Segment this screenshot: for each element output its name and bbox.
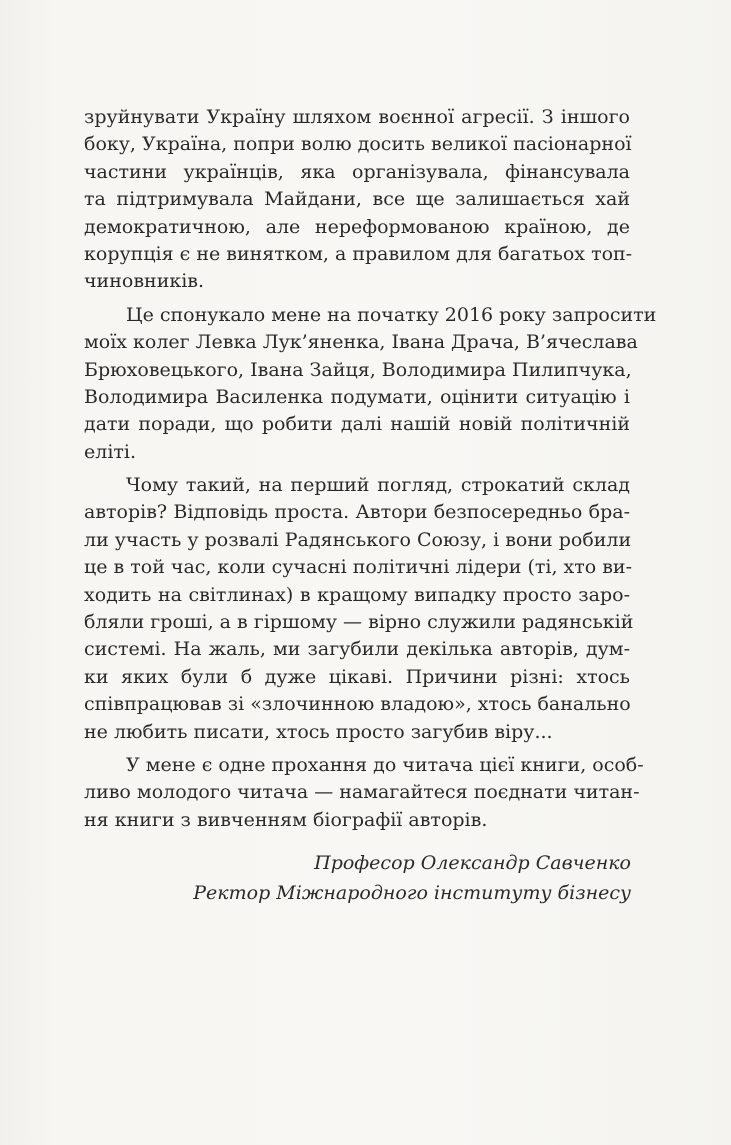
signature-name: Професор Олександр Савченко: [314, 852, 631, 874]
text-line: Це спонукало мене на початку 2016 року запросити: [126, 303, 657, 326]
text-line: чиновників.: [84, 270, 205, 293]
text-line: Володимира Василенка подумати, оцінити ситуацію і: [84, 385, 630, 408]
text-line: корупція є не винятком, а правилом для багатьох топ-: [84, 242, 633, 265]
text-line: та підтримувала Майдани, все ще залишається хай: [84, 188, 630, 211]
text-line: це в той час, коли сучасні політичні лідери (ті, хто ви-: [84, 556, 633, 579]
paragraph: [84, 302, 657, 466]
text-line: еліті.: [84, 440, 137, 463]
paragraph: [84, 104, 633, 296]
text-line: бляли гроші, а в гіршому — вірно служили радянській: [84, 611, 634, 634]
text-line: ли участь у розвалі Радянського Союзу, і вони робили: [84, 528, 632, 551]
text-line: дати поради, що робити далі нашій новій політичній: [84, 413, 630, 436]
text-line: демократичною, але нереформованою країною, де: [84, 215, 630, 238]
paragraph: [84, 472, 634, 746]
paragraph: [84, 752, 644, 834]
text-line: не любить писати, хтось просто загубив віру...: [84, 720, 553, 743]
text-line: частини українців, яка організувала, фінансувала: [84, 160, 630, 183]
text-line: моїх колег Левка Лук’яненка, Івана Драча, В’ячеслава: [84, 331, 638, 354]
text-line: ливо молодого читача — намагайтеся поєднати читан-: [84, 781, 640, 804]
signature-block: [193, 848, 631, 908]
text-line: Брюховецького, Івана Зайця, Володимира Пилипчука,: [84, 358, 632, 381]
body-text: [84, 104, 657, 834]
text-line: співпрацював зі «злочинною владою», хтось банально: [84, 693, 631, 716]
text-line: ходить на світлинах) в кращому випадку просто заро-: [84, 583, 630, 606]
text-line: зруйнувати Україну шляхом воєнної агресії. З іншого: [84, 106, 630, 128]
text-line: ня книги з вивченням біографії авторів.: [84, 808, 488, 831]
signature-title: Ректор Міжнародного інституту бізнесу: [193, 882, 631, 904]
text-line: ки яких були б дуже цікаві. Причини різні: хтось: [84, 665, 630, 688]
text-line: авторів? Відповідь проста. Автори безпосередньо бра-: [84, 501, 630, 524]
text-line: Чому такий, на перший погляд, строкатий склад: [126, 474, 630, 497]
text-line: системі. На жаль, ми загубили декілька авторів, дум-: [84, 638, 630, 661]
text-line: У мене є одне прохання до читача цієї книги, особ-: [126, 753, 644, 776]
text-line: боку, Україна, попри волю досить великої пасіонарної: [84, 133, 632, 156]
